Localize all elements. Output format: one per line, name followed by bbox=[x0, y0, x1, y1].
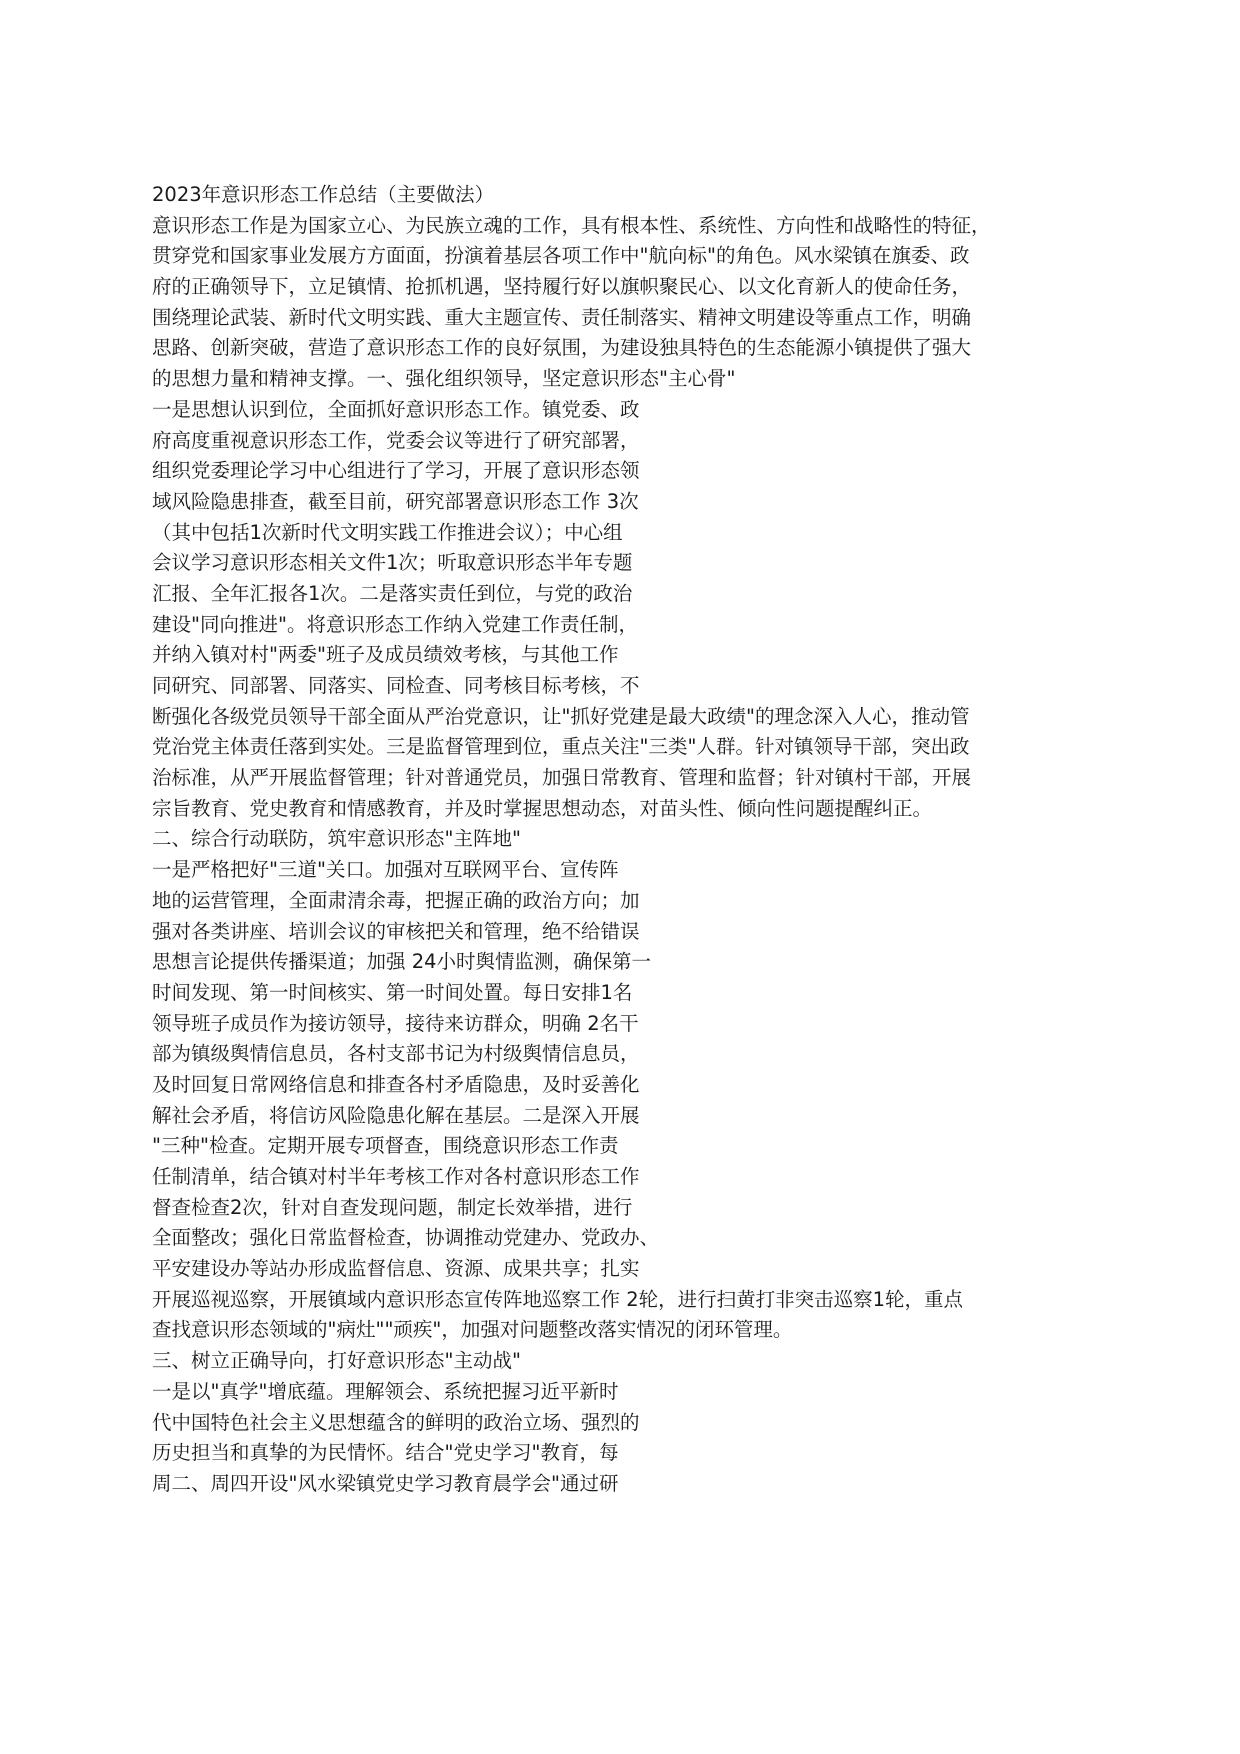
text-line: 及时回复日常网络信息和排查各村矛盾隐患，及时妥善化 bbox=[152, 1072, 640, 1096]
text-line: 任制清单，结合镇对村半年考核工作对各村意识形态工作 bbox=[152, 1165, 640, 1188]
text-line: 开展巡视巡察，开展镇域内意识形态宣传阵地巡察工作 2轮，进行扫黄打非突击巡察1轮，重点 bbox=[152, 1287, 964, 1311]
text-line: 周二、周四开设"风水梁镇党史学习教育晨学会"通过研 bbox=[152, 1471, 619, 1495]
text-line: 思想言论提供传播渠道；加强 24小时舆情监测，确保第一 bbox=[152, 950, 652, 974]
text-line: 汇报、全年汇报各1次。二是落实责任到位，与党的政治 bbox=[152, 581, 633, 605]
text-line: "三种"检查。定期开展专项督查，围绕意识形态工作责 bbox=[152, 1134, 619, 1158]
text-line: 督查检查2次，针对自查发现问题，制定长效举措，进行 bbox=[152, 1195, 633, 1219]
text-line: 贯穿党和国家事业发展方方面面，扮演着基层各项工作中"航向标"的角色。风水梁镇在旗委、政 bbox=[152, 244, 970, 268]
text-line: 党治党主体责任落到实处。三是监督管理到位，重点关注"三类"人群。针对镇领导干部，突出政 bbox=[152, 735, 970, 759]
text-line: 府高度重视意识形态工作，党委会议等进行了研究部署， bbox=[152, 428, 640, 452]
text-line: 查找意识形态领域的"病灶""顽疾"，加强对问题整改落实情况的闭环管理。 bbox=[152, 1318, 793, 1342]
text-line: 部为镇级舆情信息员，各村支部书记为村级舆情信息员， bbox=[152, 1042, 640, 1066]
text-line: 域风险隐患排查，截至目前，研究部署意识形态工作 3次 bbox=[152, 489, 639, 513]
text-line: 强对各类讲座、培训会议的审核把关和管理，绝不给错误 bbox=[152, 919, 640, 943]
paragraph-lines bbox=[152, 211, 1092, 1500]
document-title: 2023年意识形态工作总结（主要做法） bbox=[152, 183, 495, 206]
text-line: 治标准，从严开展监督管理；针对普通党员，加强日常教育、管理和监督；针对镇村干部，开展 bbox=[152, 766, 972, 790]
text-line: 组织党委理论学习中心组进行了学习，开展了意识形态领 bbox=[152, 459, 640, 483]
text-line: 府的正确领导下，立足镇情、抢抓机遇，坚持履行好以旗帜聚民心、以文化育新人的使命任务， bbox=[152, 275, 972, 299]
text-line: 代中国特色社会主义思想蕴含的鲜明的政治立场、强烈的 bbox=[152, 1410, 640, 1434]
text-line: 思路、创新突破，营造了意识形态工作的良好氛围，为建设独具特色的生态能源小镇提供了强大 bbox=[152, 336, 972, 360]
text-line: 同研究、同部署、同落实、同检查、同考核目标考核，不 bbox=[152, 674, 640, 697]
text-line: 并纳入镇对村"两委"班子及成员绩效考核，与其他工作 bbox=[152, 643, 619, 667]
text-line: 三、树立正确导向，打好意识形态"主动战" bbox=[152, 1349, 521, 1373]
text-line: 一是以"真学"增底蕴。理解领会、系统把握习近平新时 bbox=[152, 1379, 619, 1403]
text-line: 宗旨教育、党史教育和情感教育，并及时掌握思想动态，对苗头性、倾向性问题提醒纠正。 bbox=[152, 796, 933, 820]
text-line: 会议学习意识形态相关文件1次；听取意识形态半年专题 bbox=[152, 551, 633, 575]
text-line: （其中包括1次新时代文明实践工作推进会议）；中心组 bbox=[152, 520, 623, 544]
text-line: 地的运营管理，全面肃清余毒，把握正确的政治方向；加 bbox=[152, 888, 640, 912]
text-line: 意识形态工作是为国家立心、为民族立魂的工作，具有根本性、系统性、方向性和战略性的特征， bbox=[152, 213, 991, 237]
text-line: 时间发现、第一时间核实、第一时间处置。每日安排1名 bbox=[152, 980, 633, 1004]
text-line: 二、综合行动联防，筑牢意识形态"主阵地" bbox=[152, 827, 521, 851]
text-line: 建设"同向推进"。将意识形态工作纳入党建工作责任制， bbox=[152, 612, 638, 636]
text-line: 领导班子成员作为接访领导，接待来访群众，明确 2名干 bbox=[152, 1011, 639, 1035]
text-line: 围绕理论武装、新时代文明实践、重大主题宣传、责任制落实、精神文明建设等重点工作，明确 bbox=[152, 305, 972, 329]
document-body bbox=[152, 180, 1092, 1500]
text-line: 一是思想认识到位，全面抓好意识形态工作。镇党委、政 bbox=[152, 397, 640, 421]
text-line: 全面整改；强化日常监督检查，协调推动党建办、党政办、 bbox=[152, 1226, 660, 1250]
text-line: 平安建设办等站办形成监督信息、资源、成果共享；扎实 bbox=[152, 1257, 640, 1281]
text-line: 一是严格把好"三道"关口。加强对互联网平台、宣传阵 bbox=[152, 858, 619, 882]
text-line: 解社会矛盾，将信访风险隐患化解在基层。二是深入开展 bbox=[152, 1103, 640, 1127]
text-line: 的思想力量和精神支撑。一、强化组织领导，坚定意识形态"主心骨" bbox=[152, 367, 736, 391]
text-line: 历史担当和真挚的为民情怀。结合"党史学习"教育，每 bbox=[152, 1441, 619, 1465]
text-line: 断强化各级党员领导干部全面从严治党意识，让"抓好党建是最大政绩"的理念深入人心，推动管 bbox=[152, 704, 970, 728]
